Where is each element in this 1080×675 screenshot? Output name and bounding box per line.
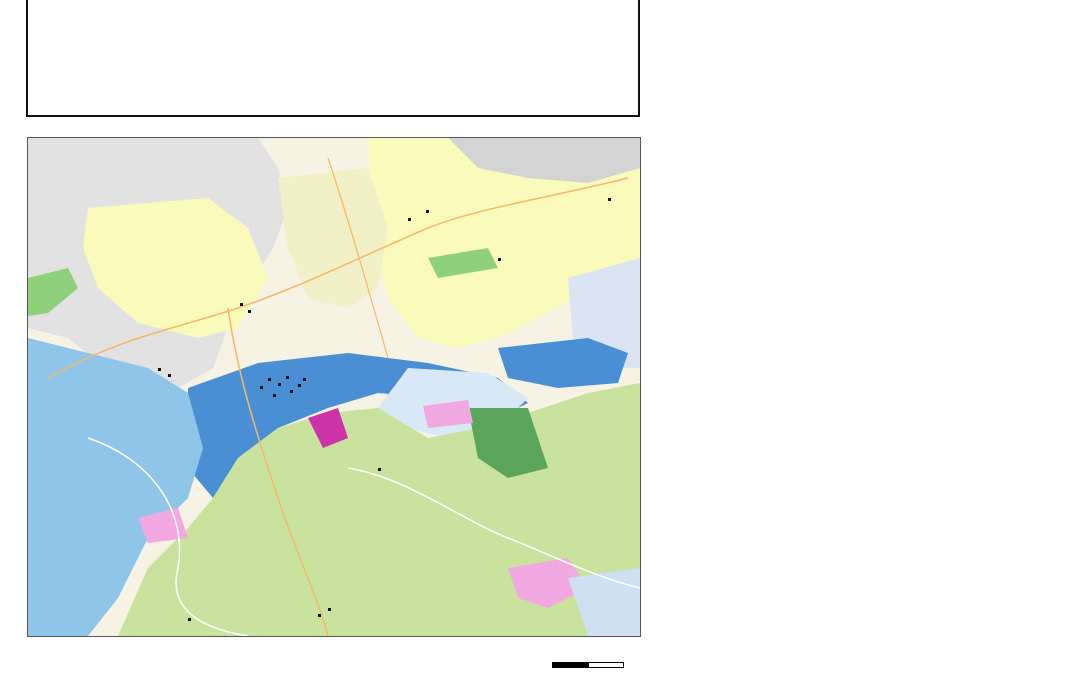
map-title-box xyxy=(26,0,640,117)
geological-map[interactable] xyxy=(27,137,641,637)
map-canvas xyxy=(28,138,640,636)
scale-segment-black xyxy=(552,662,588,668)
scale-segment-white xyxy=(588,662,624,668)
scale-bar xyxy=(548,645,658,675)
legend xyxy=(668,4,1080,10)
